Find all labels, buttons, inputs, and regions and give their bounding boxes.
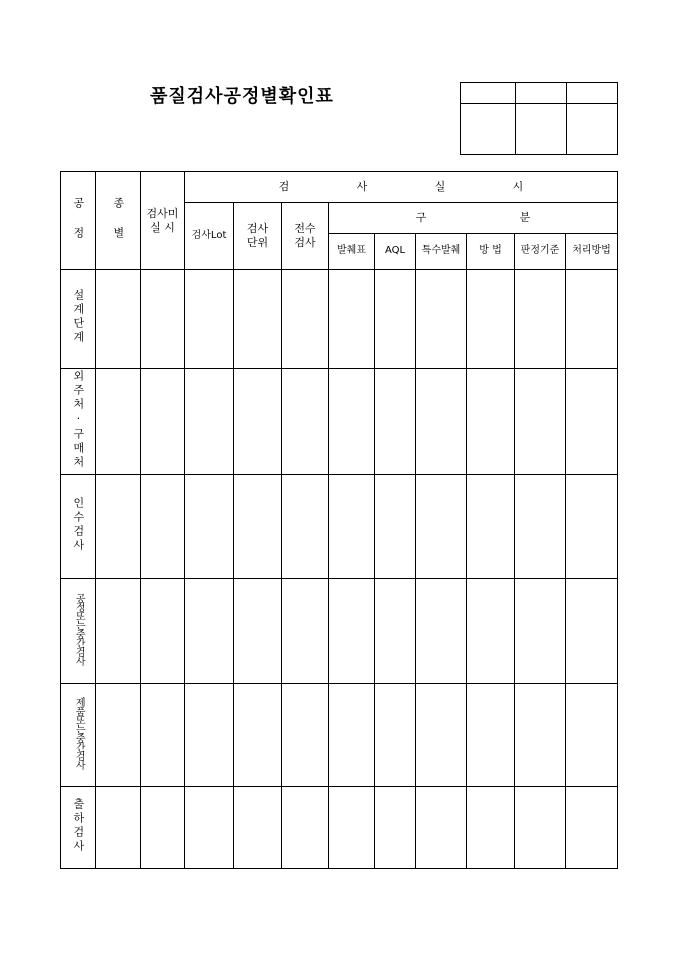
entry-cell[interactable] <box>234 684 282 787</box>
entry-cell[interactable] <box>96 475 141 579</box>
entry-cell[interactable] <box>329 475 375 579</box>
header-division: 구 분 <box>329 203 618 234</box>
entry-cell[interactable] <box>141 270 185 369</box>
entry-cell[interactable] <box>234 579 282 684</box>
stage-row <box>61 270 618 369</box>
entry-cell[interactable] <box>282 475 329 579</box>
entry-cell[interactable] <box>515 369 566 475</box>
stage-label: 출하검사 <box>61 787 96 869</box>
document-title: 품질검사공정별확인표 <box>150 86 334 107</box>
entry-cell[interactable] <box>467 475 515 579</box>
header-process: 공 정 <box>61 172 96 270</box>
entry-cell[interactable] <box>566 369 618 475</box>
entry-cell[interactable] <box>282 684 329 787</box>
stage-label: 설계단계 <box>61 270 96 369</box>
entry-cell[interactable] <box>375 787 416 869</box>
entry-cell[interactable] <box>467 579 515 684</box>
entry-cell[interactable] <box>375 475 416 579</box>
stage-label: 외주처·구매처 <box>61 369 96 475</box>
entry-cell[interactable] <box>515 684 566 787</box>
entry-cell[interactable] <box>467 369 515 475</box>
entry-cell[interactable] <box>329 369 375 475</box>
header-criteria: 판정기준 <box>515 234 566 270</box>
header-inspection-flag: 검사미 실 시 <box>141 172 185 270</box>
header-type: 종 별 <box>96 172 141 270</box>
entry-cell[interactable] <box>96 684 141 787</box>
entry-cell[interactable] <box>141 684 185 787</box>
entry-cell[interactable] <box>234 787 282 869</box>
entry-cell[interactable] <box>282 270 329 369</box>
entry-cell[interactable] <box>416 684 467 787</box>
entry-cell[interactable] <box>96 787 141 869</box>
entry-cell[interactable] <box>282 369 329 475</box>
entry-cell[interactable] <box>329 270 375 369</box>
entry-cell[interactable] <box>185 684 234 787</box>
entry-cell[interactable] <box>234 475 282 579</box>
stage-label: 제품또는중간검사 <box>61 684 96 787</box>
entry-cell[interactable] <box>329 787 375 869</box>
approval-sign-cell[interactable] <box>461 104 516 155</box>
header-lot: 검사Lot <box>185 203 234 270</box>
header-disposition: 처리방법 <box>566 234 618 270</box>
entry-cell[interactable] <box>416 475 467 579</box>
header-full-inspection: 전수 검사 <box>282 203 329 270</box>
entry-cell[interactable] <box>96 369 141 475</box>
approval-box <box>460 82 618 155</box>
entry-cell[interactable] <box>416 787 467 869</box>
entry-cell[interactable] <box>467 270 515 369</box>
entry-cell[interactable] <box>234 369 282 475</box>
approval-header-cell[interactable] <box>567 83 618 104</box>
entry-cell[interactable] <box>375 270 416 369</box>
entry-cell[interactable] <box>141 475 185 579</box>
entry-cell[interactable] <box>566 579 618 684</box>
entry-cell[interactable] <box>141 369 185 475</box>
stage-row <box>61 369 618 475</box>
entry-cell[interactable] <box>282 579 329 684</box>
stage-row <box>61 475 618 579</box>
header-sampling-table: 발췌표 <box>329 234 375 270</box>
entry-cell[interactable] <box>416 369 467 475</box>
approval-header-cell[interactable] <box>516 83 567 104</box>
entry-cell[interactable] <box>185 787 234 869</box>
entry-cell[interactable] <box>329 579 375 684</box>
entry-cell[interactable] <box>185 369 234 475</box>
entry-cell[interactable] <box>467 684 515 787</box>
entry-cell[interactable] <box>566 475 618 579</box>
header-unit: 검사 단위 <box>234 203 282 270</box>
entry-cell[interactable] <box>282 787 329 869</box>
entry-cell[interactable] <box>141 579 185 684</box>
entry-cell[interactable] <box>515 475 566 579</box>
entry-cell[interactable] <box>515 270 566 369</box>
stage-label: 인수검사 <box>61 475 96 579</box>
entry-cell[interactable] <box>141 787 185 869</box>
entry-cell[interactable] <box>329 684 375 787</box>
entry-cell[interactable] <box>375 579 416 684</box>
entry-cell[interactable] <box>566 787 618 869</box>
entry-cell[interactable] <box>96 579 141 684</box>
entry-cell[interactable] <box>416 579 467 684</box>
stage-row <box>61 684 618 787</box>
header-method: 방 법 <box>467 234 515 270</box>
stage-row <box>61 787 618 869</box>
entry-cell[interactable] <box>416 270 467 369</box>
entry-cell[interactable] <box>234 270 282 369</box>
entry-cell[interactable] <box>96 270 141 369</box>
entry-cell[interactable] <box>185 270 234 369</box>
entry-cell[interactable] <box>375 684 416 787</box>
entry-cell[interactable] <box>566 684 618 787</box>
entry-cell[interactable] <box>467 787 515 869</box>
stage-row <box>61 579 618 684</box>
inspection-table <box>60 171 618 869</box>
entry-cell[interactable] <box>515 579 566 684</box>
stage-label: 공정또는중간검사 <box>61 579 96 684</box>
header-aql: AQL <box>375 234 416 270</box>
approval-header-cell[interactable] <box>461 83 516 104</box>
entry-cell[interactable] <box>515 787 566 869</box>
approval-sign-cell[interactable] <box>516 104 567 155</box>
entry-cell[interactable] <box>185 475 234 579</box>
approval-sign-cell[interactable] <box>567 104 618 155</box>
entry-cell[interactable] <box>375 369 416 475</box>
entry-cell[interactable] <box>185 579 234 684</box>
header-inspection-group: 검 사 실 시 <box>185 172 618 203</box>
entry-cell[interactable] <box>566 270 618 369</box>
header-special-sampling: 특수발췌 <box>416 234 467 270</box>
